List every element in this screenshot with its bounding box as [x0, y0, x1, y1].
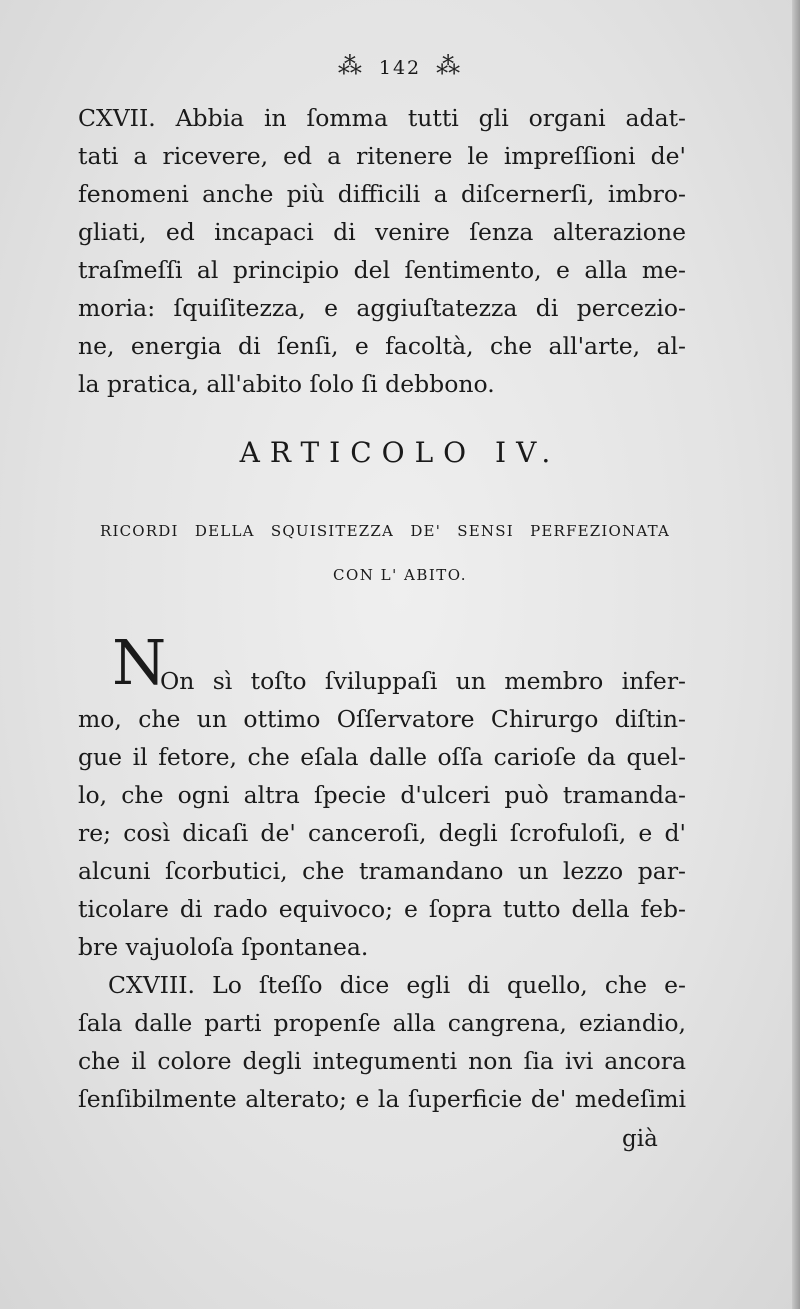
text-line: re; così dicaſi de' canceroſi, degli ſcrofuloſi, e d' — [78, 819, 686, 847]
page-edge — [792, 0, 800, 1309]
text-line: gliati, ed incapaci di venire ſenza alterazione — [78, 218, 686, 246]
page-header — [0, 52, 800, 80]
text-line: tati a ricevere, ed a ritenere le impreſſioni de' — [78, 142, 686, 170]
ornament-right-icon: ⁂ — [436, 52, 463, 80]
text-line: On sì toſto ſviluppaſi un membro infer- — [160, 667, 686, 695]
text-line: mo, che un ottimo Oſſervatore Chirurgo diſtin- — [78, 705, 686, 733]
text-line: fenomeni anche più difficili a diſcernerſi, imbro- — [78, 180, 686, 208]
page-number: 142 — [378, 57, 422, 79]
text-line: bre vajuoloſa ſpontanea. — [78, 933, 369, 961]
text-line: traſmeſſi al principio del ſentimento, e alla me- — [78, 256, 686, 284]
text-line: moria: ſquiſitezza, e aggiuſtatezza di percezio- — [78, 294, 686, 322]
text-line: ſenſibilmente alterato; e la ſuperficie de' medeſimi — [78, 1085, 686, 1113]
text-line: che il colore degli integumenti non ſia ivi ancora — [78, 1047, 686, 1075]
article-heading: ARTICOLO IV. — [239, 436, 561, 469]
text-line: lo, che ogni altra ſpecie d'ulceri può tramanda- — [78, 781, 686, 809]
text-line: alcuni ſcorbutici, che tramandano un lezzo par- — [78, 857, 686, 885]
text-line: CXVII. Abbia in ſomma tutti gli organi adat- — [78, 104, 686, 132]
ornament-left-icon: ⁂ — [337, 52, 364, 80]
text-line: la pratica, all'abito ſolo ſi debbono. — [78, 370, 495, 398]
text-line: ne, energia di ſenſi, e facoltà, che all'arte, al- — [78, 332, 686, 360]
article-subtitle-continued: CON L' ABITO. — [333, 566, 467, 584]
article-subtitle: RICORDI DELLA SQUISITEZZA DE' SENSI PERFEZIONATA — [100, 522, 670, 540]
text-line: ticolare di rado equivoco; e ſopra tutto della feb- — [78, 895, 686, 923]
catchword: già — [622, 1126, 658, 1152]
text-line: gue il fetore, che eſala dalle oſſa carioſe da quel- — [78, 743, 686, 771]
text-line: ſala dalle parti propenſe alla cangrena, eziandio, — [78, 1009, 686, 1037]
drop-cap: N — [112, 626, 167, 699]
text-line: CXVIII. Lo ſteſſo dice egli di quello, che e- — [108, 971, 686, 999]
